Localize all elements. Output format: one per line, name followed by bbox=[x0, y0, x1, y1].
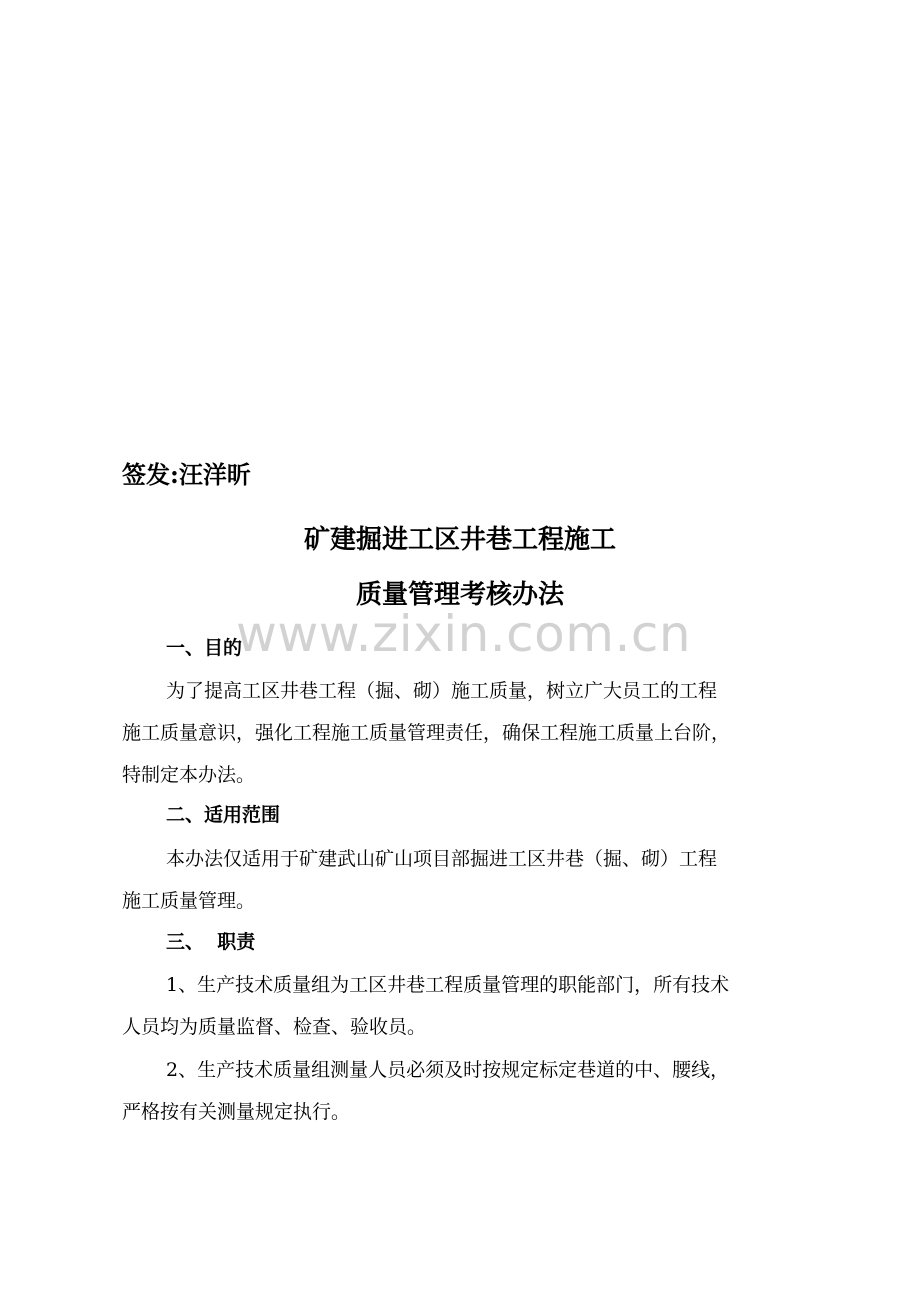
paragraph-responsibility-1 bbox=[122, 964, 798, 1048]
section-heading-purpose: 一、目的 bbox=[166, 637, 243, 659]
paragraph-responsibility-2 bbox=[122, 1049, 798, 1133]
text-line: 施工质量管理。 bbox=[122, 890, 256, 912]
text-line: 特制定本办法。 bbox=[122, 764, 256, 786]
text-line: 施工质量意识，强化工程施工质量管理责任，确保工程施工质量上台阶， bbox=[122, 722, 731, 744]
text-line: 1、生产技术质量组为工区井巷工程质量管理的职能部门，所有技术 bbox=[166, 974, 730, 996]
text-line: 严格按有关测量规定执行。 bbox=[122, 1101, 351, 1123]
watermark: www.zixin.com.cn bbox=[236, 605, 692, 663]
text-line: 人员均为质量监督、检查、验收员。 bbox=[122, 1016, 427, 1038]
text-line: 2、生产技术质量组测量人员必须及时按规定标定巷道的中、腰线， bbox=[166, 1059, 730, 1081]
text-line: 本办法仅适用于矿建武山矿山项目部掘进工区井巷（掘、砌）工程 bbox=[166, 848, 718, 870]
document-title-line-1: 矿建掘进工区井巷工程施工 bbox=[303, 525, 616, 555]
document-title-line-2: 质量管理考核办法 bbox=[355, 580, 564, 610]
signoff-line: 签发:汪洋昕 bbox=[122, 460, 251, 489]
section-heading-scope: 二、适用范围 bbox=[166, 804, 281, 826]
paragraph-purpose bbox=[122, 670, 798, 796]
section-heading-responsibilities: 三、 职责 bbox=[166, 931, 256, 953]
text-line: 为了提高工区井巷工程（掘、砌）施工质量，树立广大员工的工程 bbox=[166, 680, 718, 702]
paragraph-scope bbox=[122, 838, 798, 922]
